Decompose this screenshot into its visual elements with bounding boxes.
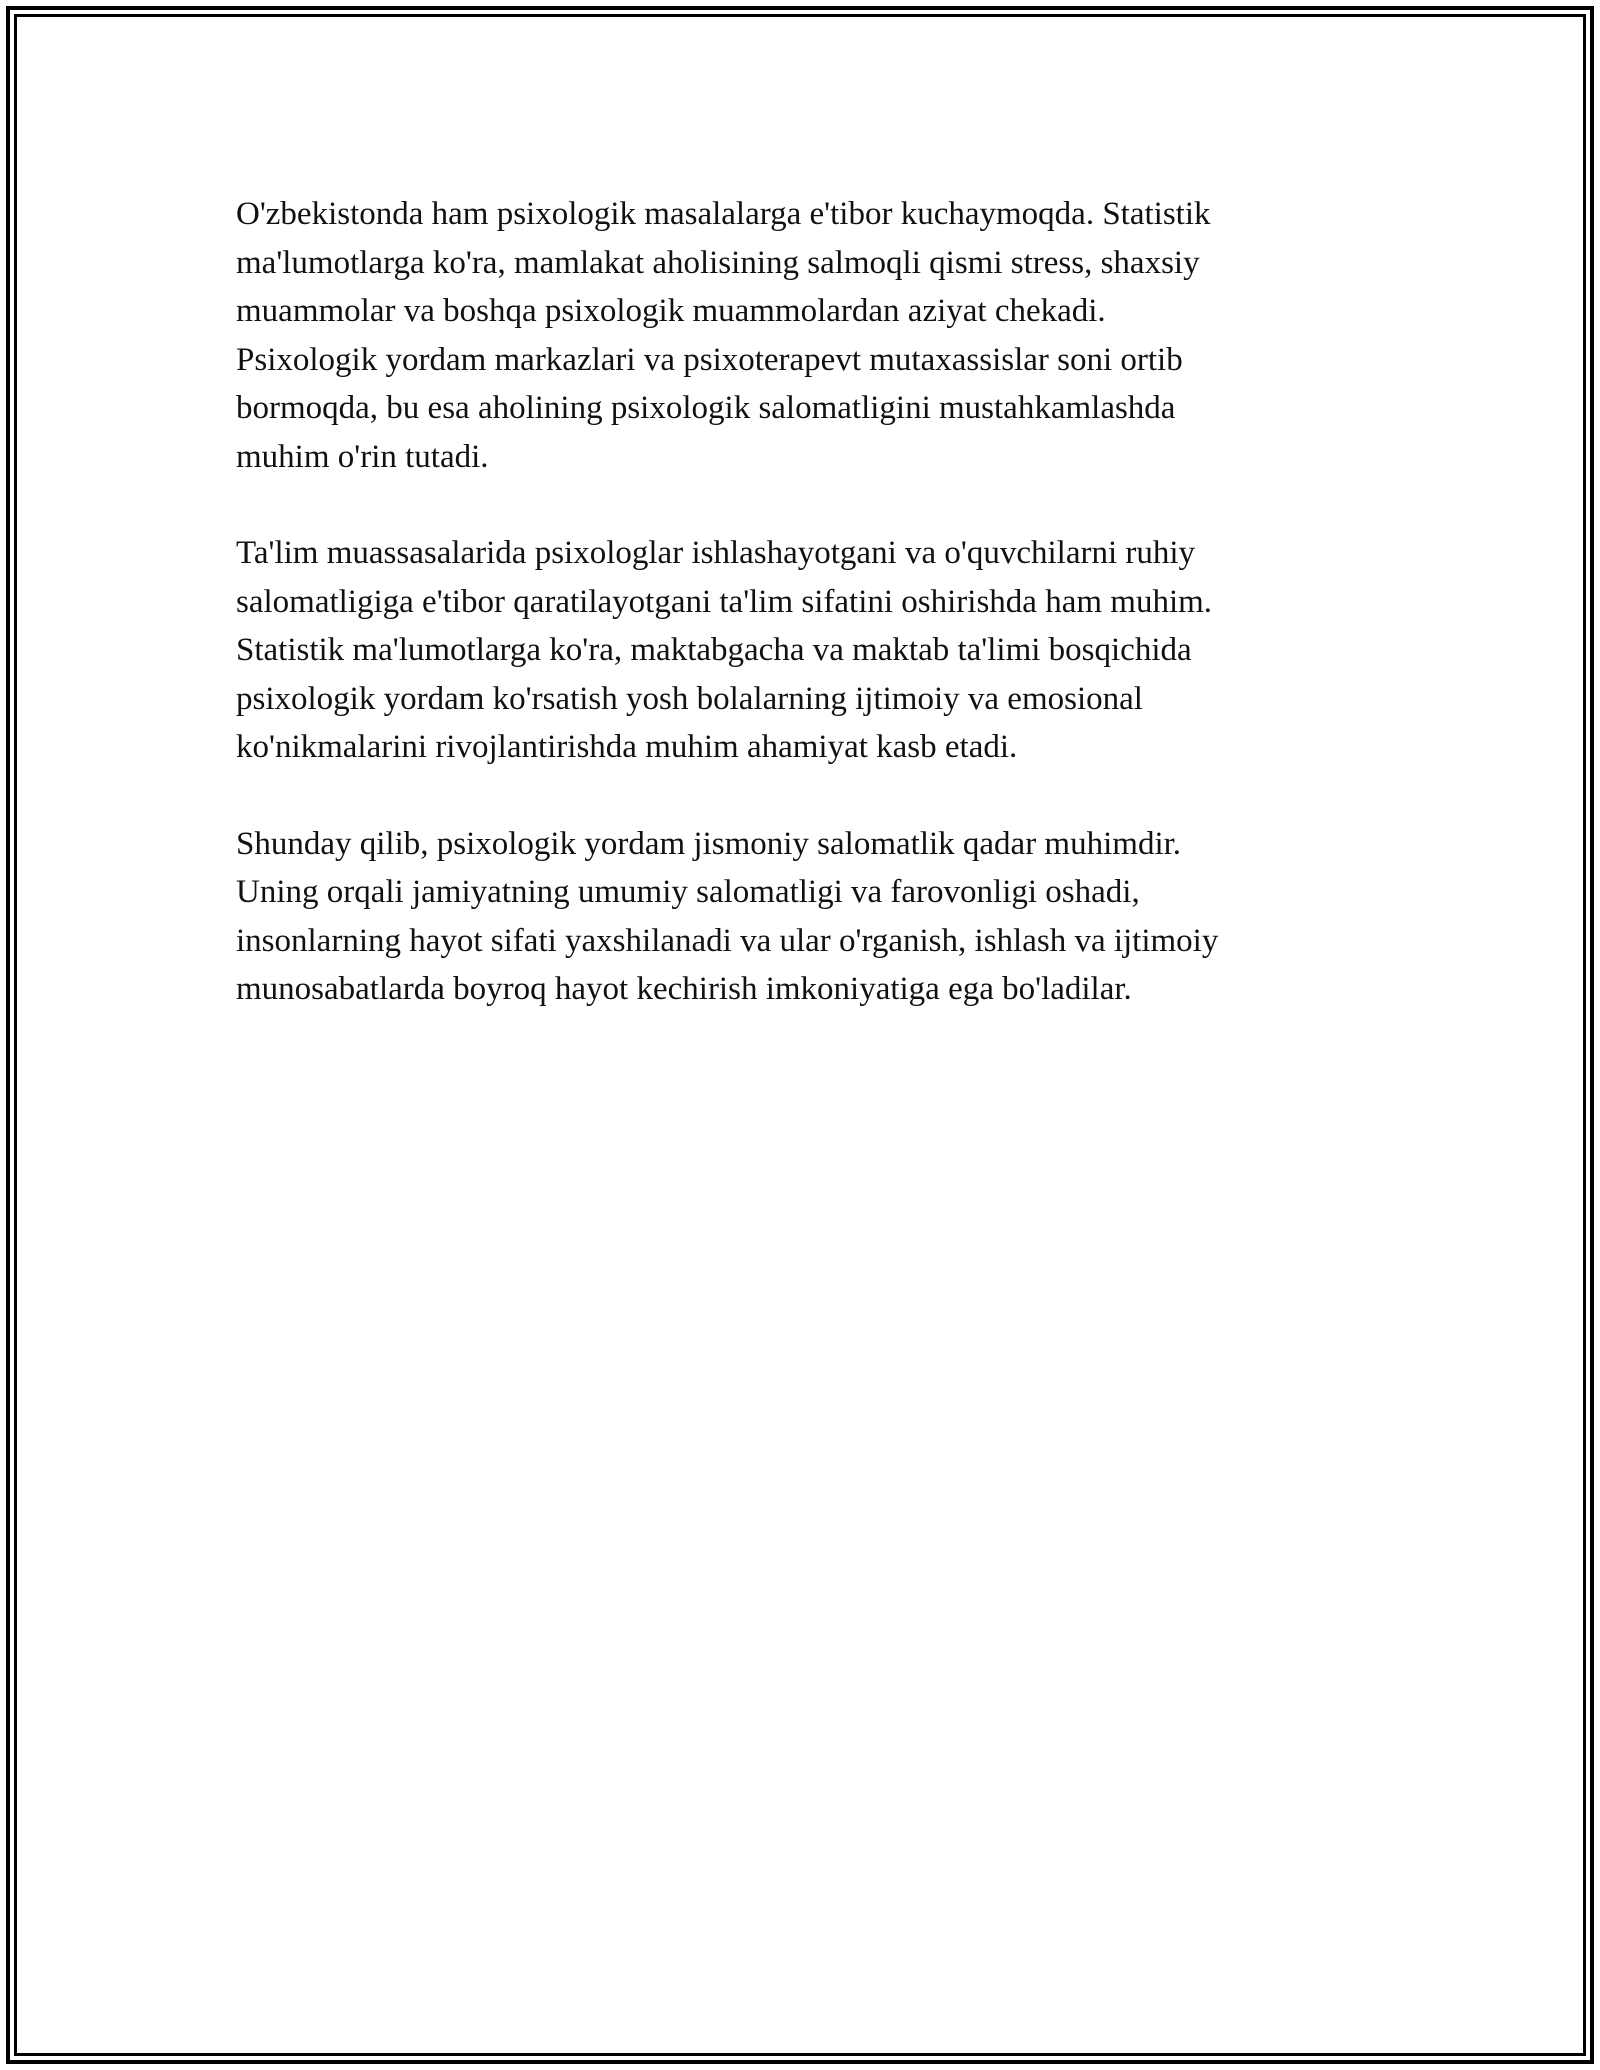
document-body <box>236 190 1376 1062</box>
paragraph-2: Ta'lim muassasalarida psixologlar ishlashayotgani va o'quvchilarni ruhiy salomatligiga e'tibor qaratilayotgani ta'lim sifatini oshirishda ham muhim. Statistik ma'lumotlarga ko'ra, maktabgacha va maktab ta'limi bosqichida psixologik yordam ko'rsatish yosh bolalarning ijtimoiy va emosional ko'nikmalarini rivojlantirishda muhim ahamiyat kasb etadi. <box>236 535 1213 765</box>
paragraph-3: Shunday qilib, psixologik yordam jismoniy salomatlik qadar muhimdir. Uning orqali jamiyatning umumiy salomatligi va farovonligi oshadi, insonlarning hayot sifati yaxshilanadi va ular o'rganish, ishlash va ijtimoiy munosabatlarda boyroq hayot kechirish imkoniyatiga ega bo'ladilar. <box>236 825 1219 1007</box>
paragraph-1: O'zbekistonda ham psixologik masalalarga e'tibor kuchaymoqda. Statistik ma'lumotlarga ko'ra, mamlakat aholisining salmoqli qismi stress, shaxsiy muammolar va boshqa psixologik muammolardan aziyat chekadi. Psixologik yordam markazlari va psixoterapevt mutaxassislar soni ortib bormoqda, bu esa aholining psixologik salomatligini mustahkamlashda muhim o'rin tutadi. <box>236 196 1211 475</box>
